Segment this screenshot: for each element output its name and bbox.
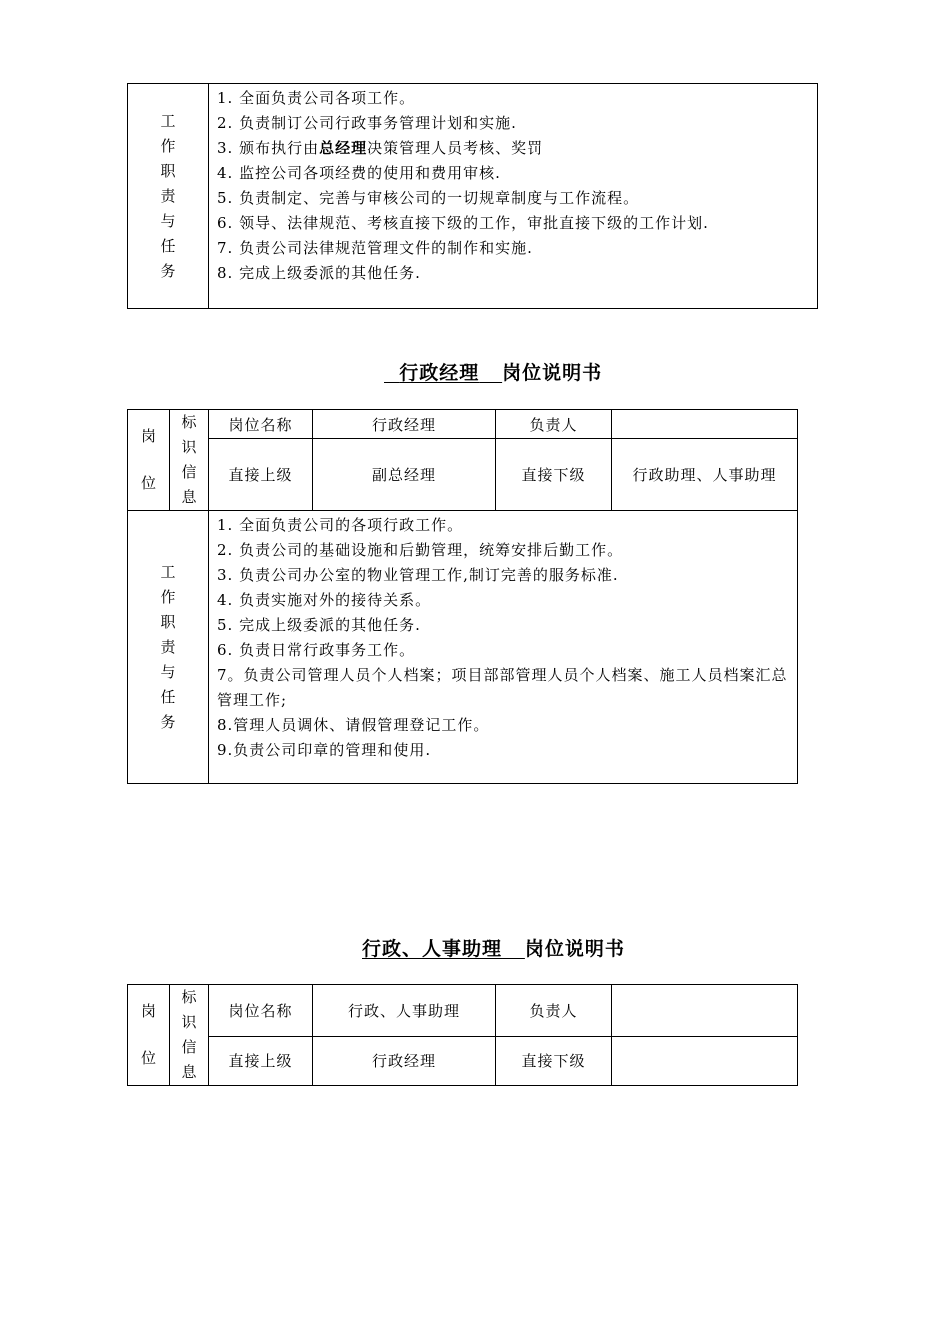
field-value	[612, 410, 798, 439]
task-item: 6. 负责日常行政事务工作。	[217, 641, 416, 659]
post-label-cell	[128, 410, 170, 511]
field-label: 直接下级	[496, 1036, 612, 1086]
id-label-char: 信	[181, 1038, 197, 1056]
post-label-char: 位	[140, 1049, 156, 1067]
task-item: 5. 完成上级委派的其他任务.	[217, 616, 421, 634]
duty-label-char: 作	[160, 136, 176, 155]
task-item: 7。负责公司管理人员个人档案；项目部部管理人员个人档案、施工人员档案汇总管理工作;	[217, 666, 788, 709]
field-label: 直接上级	[209, 439, 313, 511]
post-label-cell	[128, 985, 170, 1086]
task-item: 8.管理人员调休、请假管理登记工作。	[217, 716, 490, 734]
task-item: 2. 负责制订公司行政事务管理计划和实施.	[217, 114, 517, 132]
section-title	[362, 934, 625, 961]
field-value: 行政经理	[313, 1036, 496, 1086]
section-title	[384, 358, 602, 385]
id-label-char: 标	[181, 988, 197, 1006]
task-item: 6. 领导、法律规范、考核直接下级的工作，审批直接下级的工作计划.	[217, 214, 709, 232]
duty-label-char: 工	[160, 562, 176, 581]
field-label: 负责人	[496, 985, 612, 1037]
job-table-2	[127, 409, 798, 784]
id-label-char: 识	[181, 438, 197, 456]
duty-label-cell	[128, 511, 209, 784]
title-suffix: 岗位说明书	[524, 938, 625, 960]
duty-label-char: 责	[160, 637, 176, 656]
duty-label-char: 职	[160, 612, 176, 631]
field-value: 行政、人事助理	[313, 985, 496, 1037]
task-item: 9.负责公司印章的管理和使用.	[217, 741, 432, 759]
field-value: 行政助理、人事助理	[612, 439, 798, 511]
task-text: 决策管理人员考核、奖罚	[367, 139, 544, 157]
id-label-cell	[170, 410, 209, 511]
duty-label-char: 作	[160, 587, 176, 606]
field-value: 副总经理	[313, 439, 496, 511]
id-label-char: 标	[181, 413, 197, 431]
duty-label-char: 务	[160, 712, 176, 731]
task-item: 2. 负责公司的基础设施和后勤管理，统筹安排后勤工作。	[217, 541, 624, 559]
task-item: 7. 负责公司法律规范管理文件的制作和实施.	[217, 239, 533, 257]
job-table-3	[127, 984, 798, 1086]
title-name	[362, 934, 525, 961]
duty-label-char: 工	[160, 111, 176, 130]
task-item: 3. 负责公司办公室的物业管理工作,制订完善的服务标准.	[217, 566, 619, 584]
id-label-char: 识	[181, 1013, 197, 1031]
field-value	[612, 1036, 798, 1086]
post-label-char: 位	[140, 474, 156, 492]
task-item: 4. 负责实施对外的接待关系。	[217, 591, 432, 609]
duty-label-char: 职	[160, 161, 176, 180]
duty-label-char: 责	[160, 186, 176, 205]
duty-label-char: 务	[160, 261, 176, 280]
field-value	[612, 985, 798, 1037]
title-name	[384, 358, 502, 385]
task-item: 8. 完成上级委派的其他任务.	[217, 264, 421, 282]
title-suffix: 岗位说明书	[502, 362, 603, 384]
task-item: 1. 全面负责公司各项工作。	[217, 89, 416, 107]
duty-table-1	[127, 83, 818, 309]
duty-label-char: 任	[160, 236, 176, 255]
task-item: 5. 负责制定、完善与审核公司的一切规章制度与工作流程。	[217, 189, 640, 207]
field-label: 岗位名称	[209, 410, 313, 439]
title-name-text: 行政、人事助理	[362, 938, 503, 960]
task-emphasis: 总经理	[319, 139, 368, 157]
id-label-cell	[170, 985, 209, 1086]
id-label-char: 息	[181, 1063, 197, 1081]
task-item: 4. 监控公司各项经费的使用和费用审核.	[217, 164, 501, 182]
field-label: 直接下级	[496, 439, 612, 511]
duty-tasks-cell	[209, 84, 818, 309]
post-label-char: 岗	[140, 1002, 156, 1020]
duty-label-char: 与	[160, 211, 176, 230]
task-text: 3. 颁布执行由	[217, 139, 320, 157]
duty-label-cell	[128, 84, 209, 309]
field-label: 岗位名称	[209, 985, 313, 1037]
id-label-char: 息	[181, 488, 197, 506]
post-label-char: 岗	[140, 427, 156, 445]
field-label: 直接上级	[209, 1036, 313, 1086]
id-label-char: 信	[181, 463, 197, 481]
field-label: 负责人	[496, 410, 612, 439]
task-item	[217, 136, 809, 161]
duty-label-char: 与	[160, 662, 176, 681]
duty-tasks-cell	[209, 511, 798, 784]
duty-label-char: 任	[160, 687, 176, 706]
field-value: 行政经理	[313, 410, 496, 439]
task-item: 1. 全面负责公司的各项行政工作。	[217, 516, 464, 534]
title-name-text: 行政经理	[399, 362, 480, 384]
